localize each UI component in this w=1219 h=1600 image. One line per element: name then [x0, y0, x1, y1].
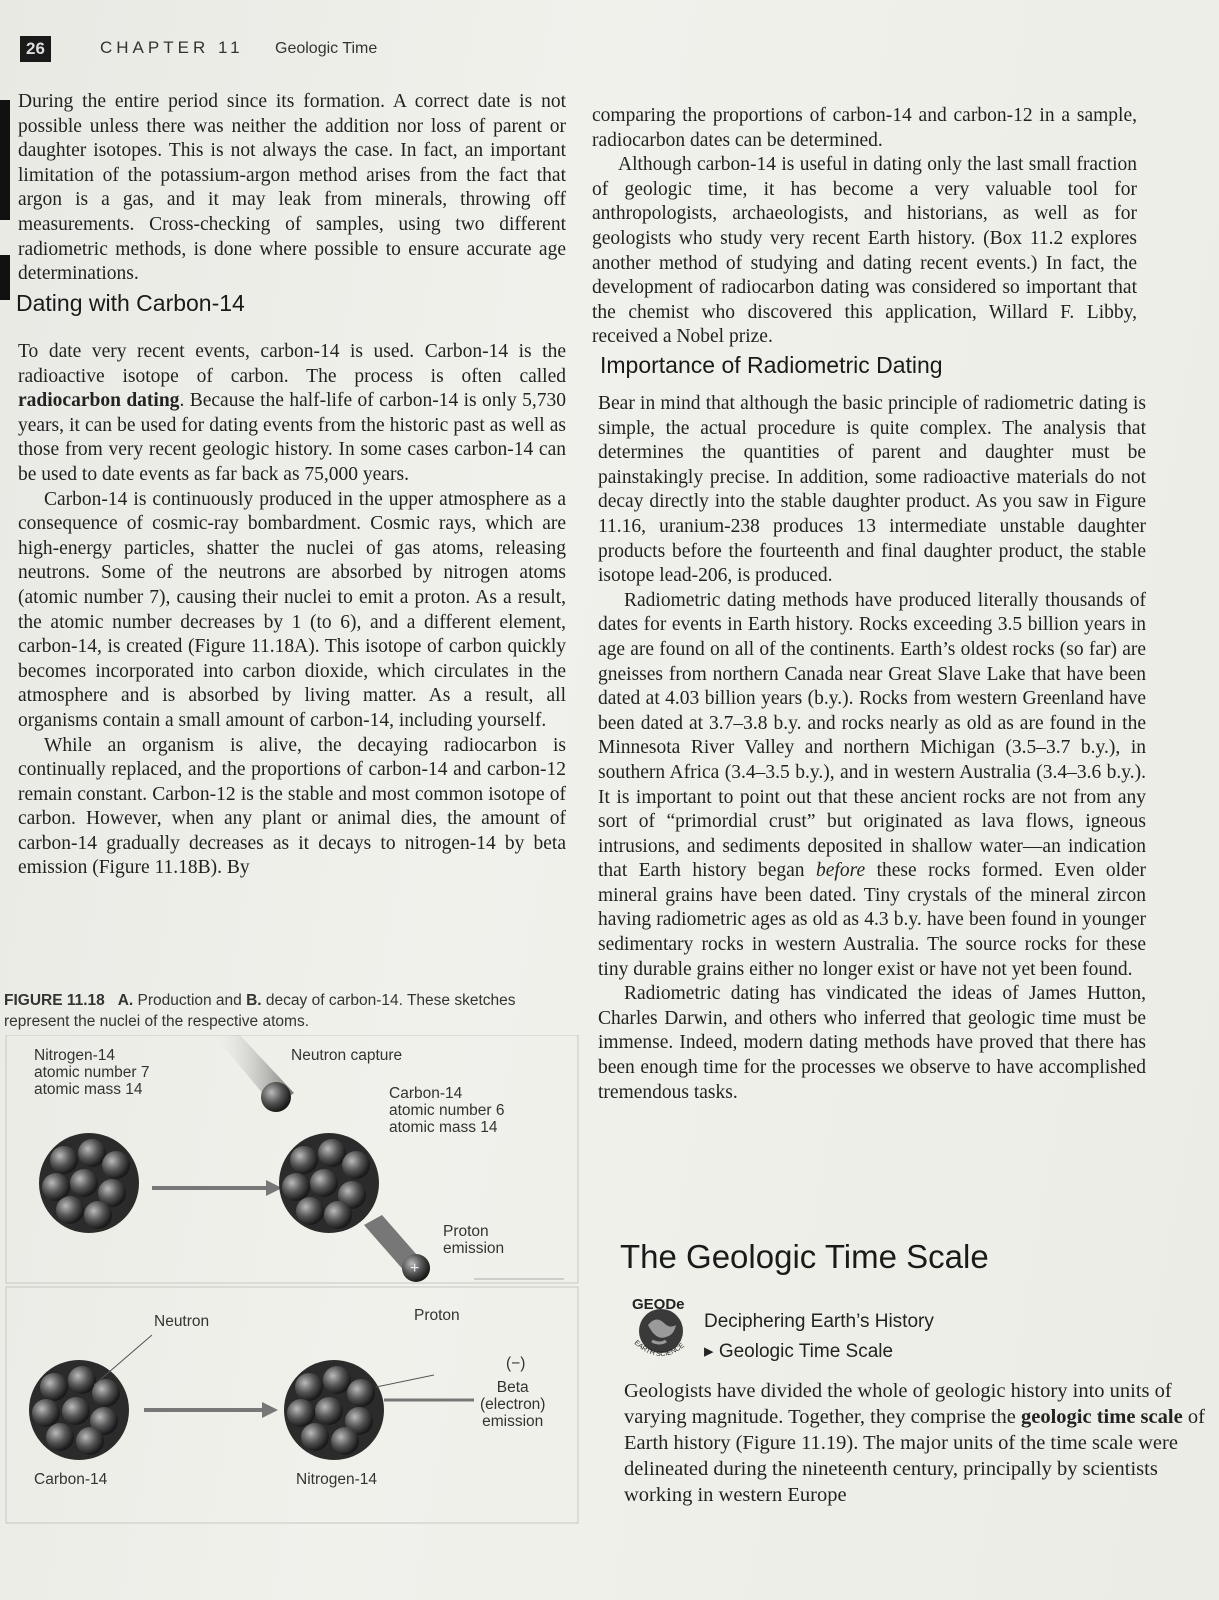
chapter-label: CHAPTER 11 — [100, 38, 244, 57]
label-neutron: Neutron — [154, 1313, 210, 1330]
paragraph — [18, 340, 566, 488]
paragraph: Radiometric dating has vindicated the ideas of James Hutton, Charles Darwin, and others who inferred that geologic time must be immense. Indeed, modern dating methods have proved that there has been enough time for the processes we observe to have accomplished tremendous tasks. — [598, 983, 1146, 1103]
section-heading-importance: Importance of Radiometric Dating — [600, 352, 943, 378]
arrow-head — [262, 1402, 278, 1418]
figure-caption — [4, 990, 564, 1032]
geode-chapter-link: Deciphering Earth’s History — [704, 1311, 934, 1332]
carbon14-nucleus-b — [29, 1360, 129, 1460]
geode-ring-text: EARTH SCIENCE — [632, 1339, 686, 1359]
geode-wordmark: GEODe — [632, 1296, 685, 1313]
label-nitrogen14-a: Nitrogen-14 atomic number 7 atomic mass 14 — [34, 1047, 150, 1098]
page-edge-shadow — [0, 100, 10, 220]
text-span: of Earth history (Figure 11.19). The major units of the time scale were delineated during the nineteenth century, principally by scientists working in western Europe — [624, 1406, 1205, 1506]
section-heading-carbon14: Dating with Carbon-14 — [16, 290, 245, 316]
caption-letter-b: B. — [246, 992, 262, 1009]
label-beta-emission: Beta (electron) emission — [480, 1379, 546, 1430]
incoming-neutron — [214, 1035, 294, 1112]
intro-text: During the entire period since its formation. A correct date is not possible unless there was neither the addition nor loss of parent or daughter isotopes. This is not always the case. In fact, an important limitation of the potassium-argon method arises from the fact that argon is a gas, and it may leak from minerals, throwing off measurements. Cross-checking of samples, using two different radiometric methods, is done where possible to ensure accurate age determinations. — [18, 91, 566, 285]
carbon14-figure — [4, 1035, 584, 1525]
nitrogen-nucleus-a — [39, 1133, 139, 1233]
caption-label: FIGURE 11.18 — [4, 992, 105, 1009]
carbon14-nucleus-a — [279, 1133, 379, 1233]
geologic-time-scale-text — [624, 1378, 1219, 1528]
label-proton-emission: Proton emission — [443, 1223, 505, 1257]
svg-text:+: + — [410, 1260, 420, 1277]
section-title-geologic-time-scale: The Geologic Time Scale — [620, 1238, 989, 1275]
paragraph — [624, 1378, 1219, 1508]
text-span: these rocks formed. Even older mineral grains have been dated. Tiny crystals of the mineral zircon having radiometric ages as old as 4.3 b.y. have been found in younger sedimentary rocks in western Australia. The source rocks for these tiny durable grains either no longer exist or have not yet been found. — [598, 860, 1146, 980]
chapter-title: Geologic Time — [275, 40, 378, 57]
label-minus: (−) — [506, 1355, 526, 1372]
label-proton: Proton — [414, 1307, 460, 1324]
paragraph: comparing the proportions of carbon-14 and carbon-12 in a sample, radiocarbon dates can be determined. — [592, 105, 1137, 151]
label-nitrogen14-b: Nitrogen-14 — [296, 1471, 377, 1488]
text-span: Geologists have divided the whole of geologic history into units of varying magnitude. Together, they comprise the — [624, 1380, 1172, 1428]
paragraph: Bear in mind that although the basic principle of radiometric dating is simple, the actual procedure is quite complex. The analysis that determines the quantities of parent and daughter must be painstakingly precise. In addition, some radioactive materials do not decay directly into the stable daughter product. As you saw in Figure 11.16, uranium-238 produces 13 intermediate unstable daughter products before the fourteenth and final daughter product, the stable isotope lead-206, is produced. — [598, 393, 1146, 587]
paragraph — [598, 589, 1146, 983]
caption-text: decay of carbon-14. These sketches represent the nuclei of the respective atoms. — [4, 992, 516, 1030]
caption-text: Production and — [133, 992, 247, 1009]
page-edge-shadow — [0, 255, 10, 300]
text-span: Radiometric dating methods have produced literally thousands of dates for events in Earth history. Rocks exceeding 3.5 billion years in age are found on all of the continents. Earth’s oldest rocks (so far) are gneisses from northern Canada near Great Slave Lake that have been dated at 4.03 billion years (b.y.). Rocks from western Greenland have been dated at 3.7–3.8 b.y. and rocks nearly as old as are found in the Minnesota River Valley and northern Michigan (3.5–3.7 b.y.), in southern Africa (3.4–3.5 b.y.), and in western Australia (3.4–3.6 b.y.). It is important to point out that these ancient rocks are not from any sort of “primordial crust” but originated as lava flows, igneous intrusions, and sediments deposited in shallow water—an indication that Earth history began — [598, 589, 1146, 882]
page-number: 26 — [20, 36, 51, 62]
paragraph: Carbon-14 is continuously produced in the upper atmosphere as a consequence of cosmic-ray bombardment. Cosmic rays, which are high-energy particles, shatter the nuclei of gas atoms, releasing neutrons. Some of the neutrons are absorbed by nitrogen atoms (atomic number 7), causing their nuclei to emit a proton. As a result, the atomic number decreases by 1 (to 6), and a different element, carbon-14, is created (Figure 11.18A). This isotope of carbon quickly becomes incorporated into carbon dioxide, which circulates in the atmosphere and is absorbed by living matter. As a result, all organisms contain a small amount of carbon-14, including yourself. — [18, 488, 566, 731]
carbon14-text — [18, 340, 566, 881]
term-bold: geologic time scale — [1021, 1406, 1183, 1428]
geode-logo — [628, 1295, 694, 1361]
paragraph: Although carbon-14 is useful in dating only the last small fraction of geologic time, it has become a very valuable tool for anthropologists, archaeologists, and historians, as well as for geologists who study very recent Earth history. (Box 11.2 explores another method of studying and dating recent events.) In fact, the development of radiocarbon dating was considered so important that the chemist who discovered this application, Willard F. Libby, received a Nobel prize. — [592, 154, 1137, 348]
right-opening-text — [592, 104, 1137, 350]
triangle-icon: ▸ — [704, 1341, 714, 1362]
importance-text — [598, 392, 1146, 1105]
geode-globe-icon — [628, 1295, 694, 1361]
emitted-proton — [364, 1215, 430, 1282]
left-intro-paragraph — [18, 90, 566, 287]
text-span: . Because the half-life of carbon-14 is only 5,730 years, it can be used for dating events from the historic past as well as those from very recent geologic history. In some cases carbon-14 can be used to date events as far back as 75,000 years. — [18, 390, 566, 485]
label-carbon14-b: Carbon-14 — [34, 1471, 108, 1488]
caption-letter-a: A. — [117, 992, 134, 1009]
geode-reference — [704, 1307, 934, 1367]
geode-section-label: Geologic Time Scale — [718, 1341, 894, 1362]
nitrogen14-nucleus-b — [284, 1360, 384, 1460]
text-span: To date very recent events, carbon-14 is used. Carbon-14 is the radioactive isotope of carbon. The process is often called — [18, 341, 566, 387]
emphasis: before — [816, 860, 866, 882]
label-neutron-capture: Neutron capture — [291, 1047, 403, 1064]
paragraph: While an organism is alive, the decaying radiocarbon is continually replaced, and the proportions of carbon-14 and carbon-12 remain constant. Carbon-12 is the stable and most common isotope of carbon. However, when any plant or animal dies, the amount of carbon-14 gradually decreases as it decays to nitrogen-14 by beta emission (Figure 11.18B). By — [18, 734, 566, 879]
term-bold: radiocarbon dating — [18, 390, 180, 412]
geode-section-link — [704, 1337, 934, 1367]
label-carbon14-a: Carbon-14 atomic number 6 atomic mass 14 — [389, 1085, 505, 1136]
